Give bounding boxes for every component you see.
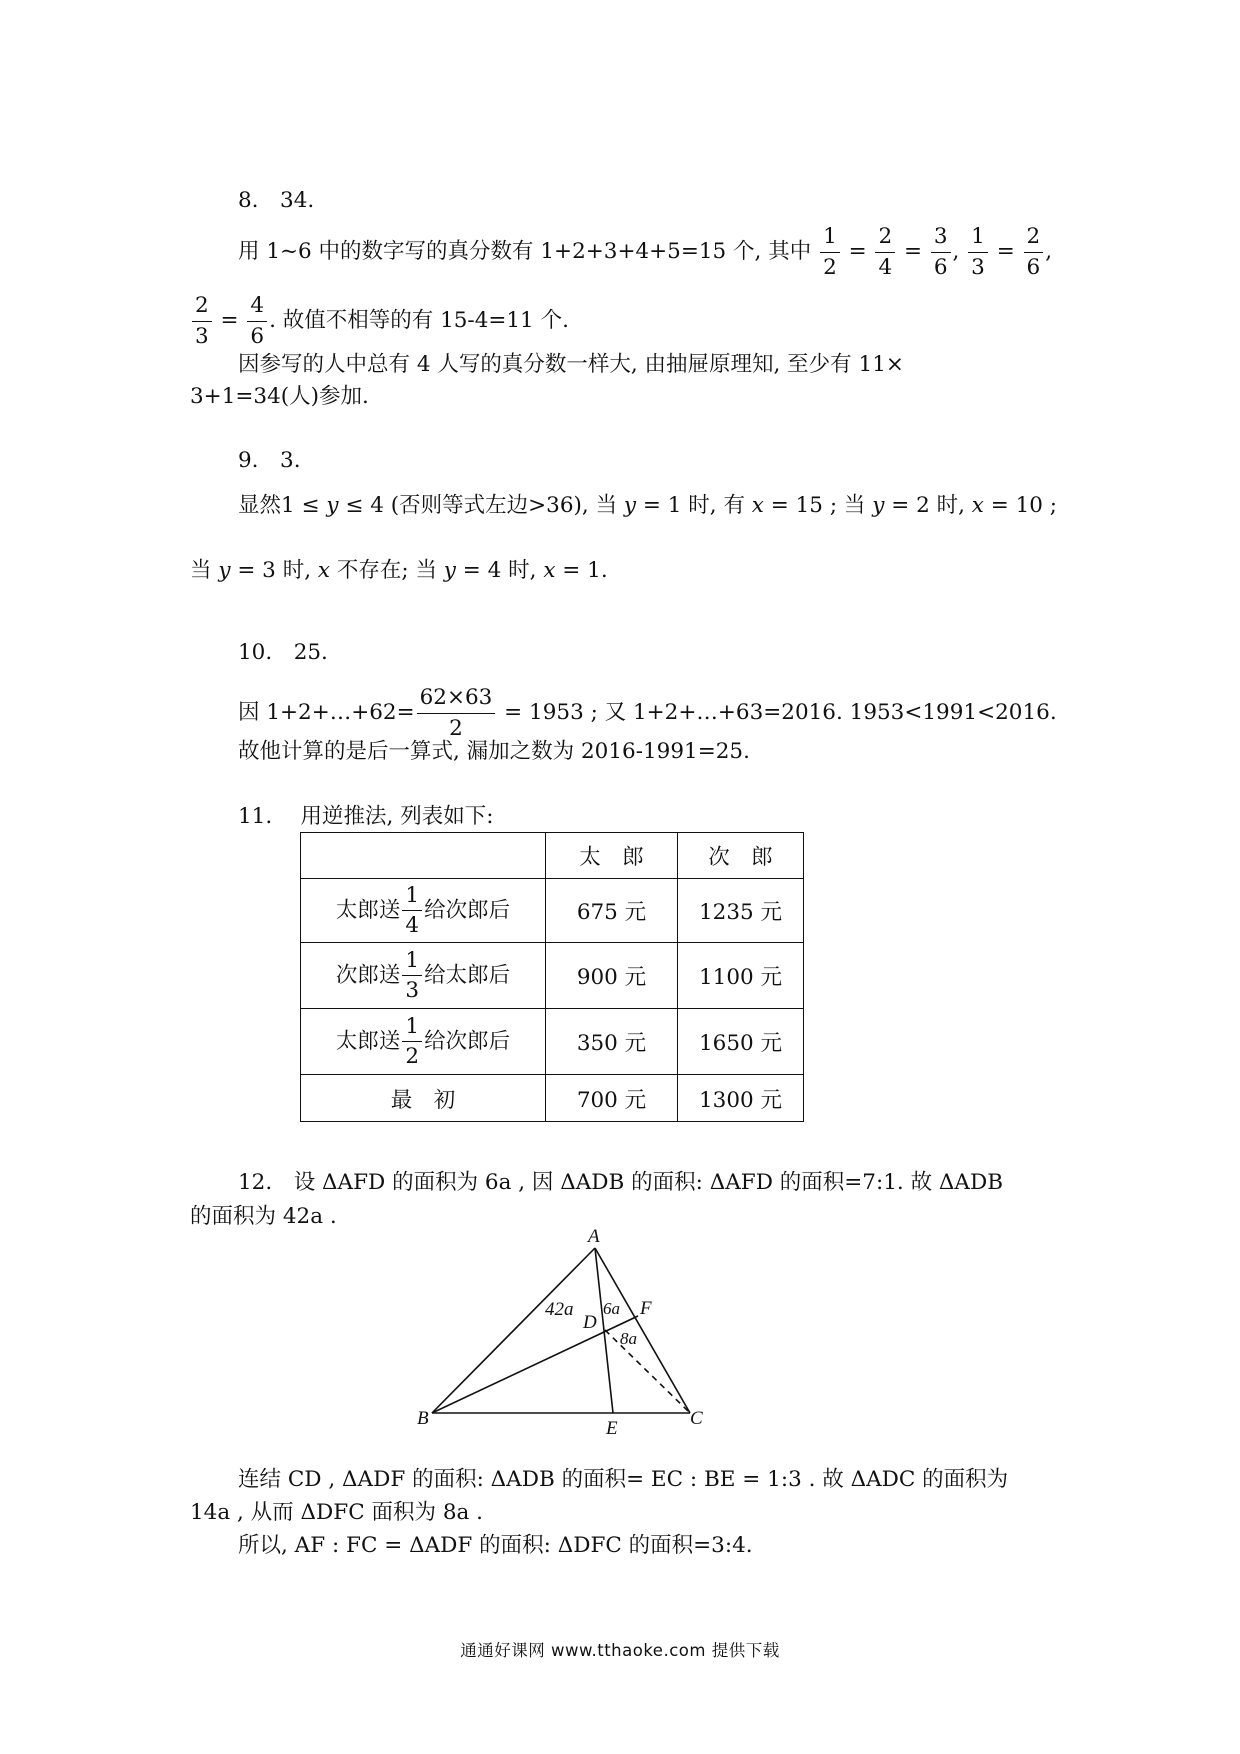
q8-line4: 3+1=34(人)参加. <box>190 384 369 409</box>
q8-line3: 因参写的人中总有 4 人写的真分数一样大, 由抽屉原理知, 至少有 11× <box>238 352 904 377</box>
q10-line2: 故他计算的是后一算式, 漏加之数为 2016-1991=25. <box>238 739 750 764</box>
table-cell: 1300 元 <box>678 1075 804 1122</box>
region-label-42a: 42a <box>545 1299 574 1320</box>
table-cell: 700 元 <box>546 1075 678 1122</box>
q11-heading: 11. 用逆推法, 列表如下: <box>238 804 494 829</box>
q10-heading: 10. 25. <box>238 640 328 665</box>
vertex-a: A <box>588 1226 600 1247</box>
table-cell: 1235 元 <box>678 879 804 943</box>
page-footer: 通通好课网 www.tthaoke.com 提供下载 <box>460 1641 780 1660</box>
table-cell: 1650 元 <box>678 1009 804 1075</box>
q9-line1: 显然1 ≤ y ≤ 4 (否则等式左边>36), 当 y = 1 时, 有 x = 15 ; 当 y = 2 时, x = 10 ; <box>238 493 1058 518</box>
q10-line1: 因 1+2+…+62= $\frac{62\times 63}{2}$ = 1953 ; 又 1+2+…+63=2016. 1953<1991<2016. <box>238 685 1057 741</box>
fraction: $\frac{62\times 63}{2}$ <box>417 687 496 739</box>
table-row-label: 最 初 <box>301 1075 546 1122</box>
q8-heading: 8. 34. <box>238 188 315 213</box>
vertex-b: B <box>417 1408 429 1429</box>
fraction: $\frac{2}{6}$ <box>1024 226 1044 278</box>
fraction: $\frac{2}{3}$ <box>192 295 212 347</box>
q12-line1: 12. 设 ΔAFD 的面积为 6a , 因 ΔADB 的面积: ΔAFD 的面积=7:1. 故 ΔADB <box>238 1170 1003 1195</box>
table-row-label: 次郎送 $\frac{1}{3}$ 给太郎后 <box>301 943 546 1009</box>
fraction: $\frac{4}{6}$ <box>247 295 267 347</box>
table-row-label: 太郎送 $\frac{1}{2}$ 给次郎后 <box>301 1009 546 1075</box>
q8-line2: $\frac{2}{3}$ = $\frac{4}{6}$ . 故值不相等的有 15-4=11 个. <box>190 295 569 347</box>
q8-line2-text: . 故值不相等的有 15-4=11 个. <box>269 308 569 333</box>
q12-line2: 的面积为 42a . <box>190 1204 337 1229</box>
table-header-jiro: 次 郎 <box>678 833 804 879</box>
vertex-c: C <box>690 1408 703 1429</box>
q12-line4: 14a , 从而 ΔDFC 面积为 8a . <box>190 1500 483 1525</box>
q8-line1-text: 用 1~6 中的数字写的真分数有 1+2+3+4+5=15 个, 其中 <box>238 239 812 264</box>
fraction: $\frac{1}{3}$ <box>968 226 988 278</box>
table-cell: 1100 元 <box>678 943 804 1009</box>
q8-line1: 用 1~6 中的数字写的真分数有 1+2+3+4+5=15 个, 其中 $\frac{1}{2}$ = $\frac{2}{4}$ = $\frac{3}{6}$ , $\frac{1}{3}$ = $\frac{2}{6}$ , <box>238 224 1053 280</box>
vertex-d: D <box>583 1312 597 1333</box>
fraction: $\frac{1}{2}$ <box>820 226 840 278</box>
line-dc <box>605 1330 690 1413</box>
q12-line5: 所以, AF : FC = ΔADF 的面积: ΔDFC 的面积=3:4. <box>238 1533 753 1558</box>
line-ab <box>432 1248 595 1413</box>
table-cell: 350 元 <box>546 1009 678 1075</box>
table-cell: 675 元 <box>546 879 678 943</box>
vertex-e: E <box>606 1418 618 1439</box>
line-ae <box>595 1248 613 1413</box>
fraction: $\frac{3}{6}$ <box>931 226 951 278</box>
region-label-8a: 8a <box>620 1329 637 1348</box>
q9-heading: 9. 3. <box>238 448 301 473</box>
line-ac <box>595 1248 690 1413</box>
region-label-6a: 6a <box>603 1299 620 1318</box>
table-cell: 900 元 <box>546 943 678 1009</box>
q12-line3: 连结 CD , ΔADF 的面积: ΔADB 的面积= EC : BE = 1:3 . 故 ΔADC 的面积为 <box>238 1467 1009 1492</box>
table-header-taro: 太 郎 <box>546 833 678 879</box>
vertex-f: F <box>640 1298 652 1319</box>
fraction: $\frac{2}{4}$ <box>875 226 895 278</box>
table-row-label: 太郎送 $\frac{1}{4}$ 给次郎后 <box>301 879 546 943</box>
q9-line2: 当 y = 3 时, x 不存在; 当 y = 4 时, x = 1. <box>190 558 608 583</box>
